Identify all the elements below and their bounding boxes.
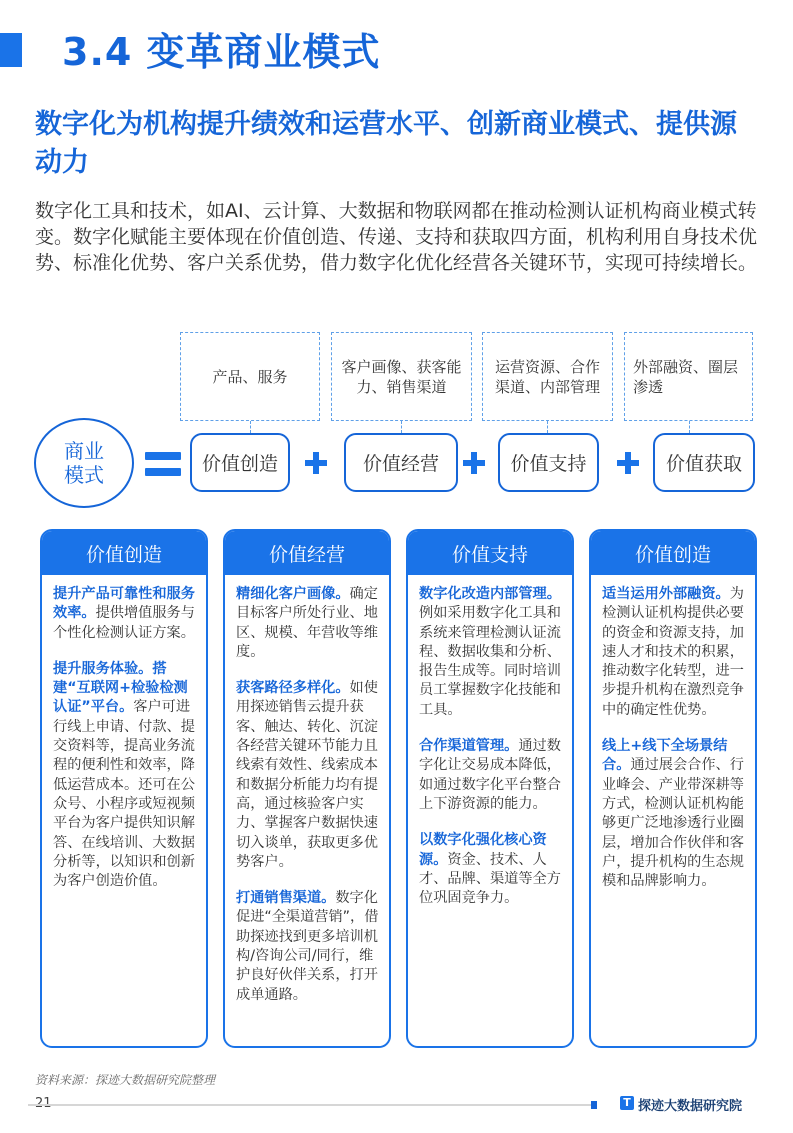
column-value-support xyxy=(406,529,574,1048)
desc-box-3: 运营资源、合作渠道、内部管理 xyxy=(482,332,613,421)
footer-divider xyxy=(28,1104,593,1106)
desc-box-4: 外部融资、圈层渗透 xyxy=(624,332,753,421)
source-note: 资料来源：探迹大数据研究院整理 xyxy=(35,1073,216,1087)
section-accent-bar xyxy=(0,33,22,67)
plus-icon xyxy=(617,452,639,474)
plus-icon xyxy=(463,452,485,474)
pill-value-creation: 价值创造 xyxy=(190,433,290,492)
intro-paragraph: 数字化工具和技术，如AI、云计算、大数据和物联网都在推动检测认证机构商业模式转变。数字化赋能主要体现在价值创造、传递、支持和获取四方面，机构利用自身技术优势、标准化优势、客户关系优势，借力数字化优化经营各关键环节，实现可持续增长。 xyxy=(35,200,758,274)
org-logo-icon: T xyxy=(620,1096,634,1110)
pill-value-operation: 价值经营 xyxy=(344,433,458,492)
column-value-operation xyxy=(223,529,391,1048)
column-title: 价值经营 xyxy=(225,531,389,575)
connector-4 xyxy=(689,421,690,433)
column-paragraph: 提升服务体验。搭建“互联网+检验检测认证”平台。客户可进行线上申请、付款、提交资料等，提高业务流程的便利性和效率，降低运营成本。还可在公众号、小程序或短视频平台为客户提供知识解答、在线培训、大数据分析等，以知识和创新为客户创造价值。 xyxy=(53,660,195,890)
business-model-label: 商业模式 xyxy=(64,439,104,487)
column-paragraph: 合作渠道管理。通过数字化让交易成本降低，如通过数字化平台整合上下游资源的能力。 xyxy=(419,738,561,812)
column-paragraph: 提升产品可靠性和服务效率。提供增值服务与个性化检测认证方案。 xyxy=(53,586,195,641)
pill-value-capture: 价值获取 xyxy=(653,433,755,492)
column-value-creation xyxy=(40,529,208,1048)
column-paragraph: 获客路径多样化。如使用探迹销售云提升获客、触达、转化、沉淀各经营关键环节能力且线索有效性、线索成本和数据分析能力均有提高，通过核验客户实力、掌握客户数据快速切入谈单，获取更多优势客户。 xyxy=(236,680,378,870)
section-title: 3.4 变革商业模式 xyxy=(62,30,381,74)
column-paragraph: 打通销售渠道。数字化促进“全渠道营销”，借助探迹找到更多培训机构/咨询公司/同行，维护良好伙伴关系，打开成单通路。 xyxy=(236,890,379,1003)
column-paragraph: 精细化客户画像。确定目标客户所处行业、地区、规模、年营收等维度。 xyxy=(236,586,378,660)
column-paragraph: 适当运用外部融资。为检测认证机构提供必要的资金和资源支持，加速人才和技术的积累，推动数字化转型，进一步提升机构在激烈竞争中的确定性优势。 xyxy=(602,586,744,718)
plus-icon xyxy=(305,452,327,474)
column-paragraph: 线上+线下全场景结合。通过展会合作、行业峰会、产业带深耕等方式，检测认证机构能够更广泛地渗透行业圈层，增加合作伙伴和客户，提升机构的生态规模和品牌影响力。 xyxy=(602,738,744,890)
column-title: 价值支持 xyxy=(408,531,572,575)
business-model-circle xyxy=(34,418,134,508)
column-paragraph: 数字化改造内部管理。例如采用数字化工具和系统来管理检测认证流程、数据收集和分析、报告生成等。同时培训员工掌握数字化技能和工具。 xyxy=(419,586,561,718)
desc-box-1: 产品、服务 xyxy=(180,332,320,421)
column-title: 价值创造 xyxy=(591,531,755,575)
org-name: 探迹大数据研究院 xyxy=(638,1099,743,1114)
column-paragraph: 以数字化强化核心资源。资金、技术、人才、品牌、渠道等全方位巩固竞争力。 xyxy=(419,832,561,907)
connector-3 xyxy=(547,421,548,433)
connector-2 xyxy=(401,421,402,433)
column-value-capture xyxy=(589,529,757,1048)
desc-box-2: 客户画像、获客能力、销售渠道 xyxy=(331,332,472,421)
footer-divider-marker xyxy=(591,1101,597,1109)
page-subtitle: 数字化为机构提升绩效和运营水平、创新商业模式、提供源动力 xyxy=(35,109,737,178)
pill-value-support: 价值支持 xyxy=(498,433,599,492)
column-title: 价值创造 xyxy=(42,531,206,575)
equals-icon xyxy=(145,452,181,476)
connector-1 xyxy=(250,421,251,433)
